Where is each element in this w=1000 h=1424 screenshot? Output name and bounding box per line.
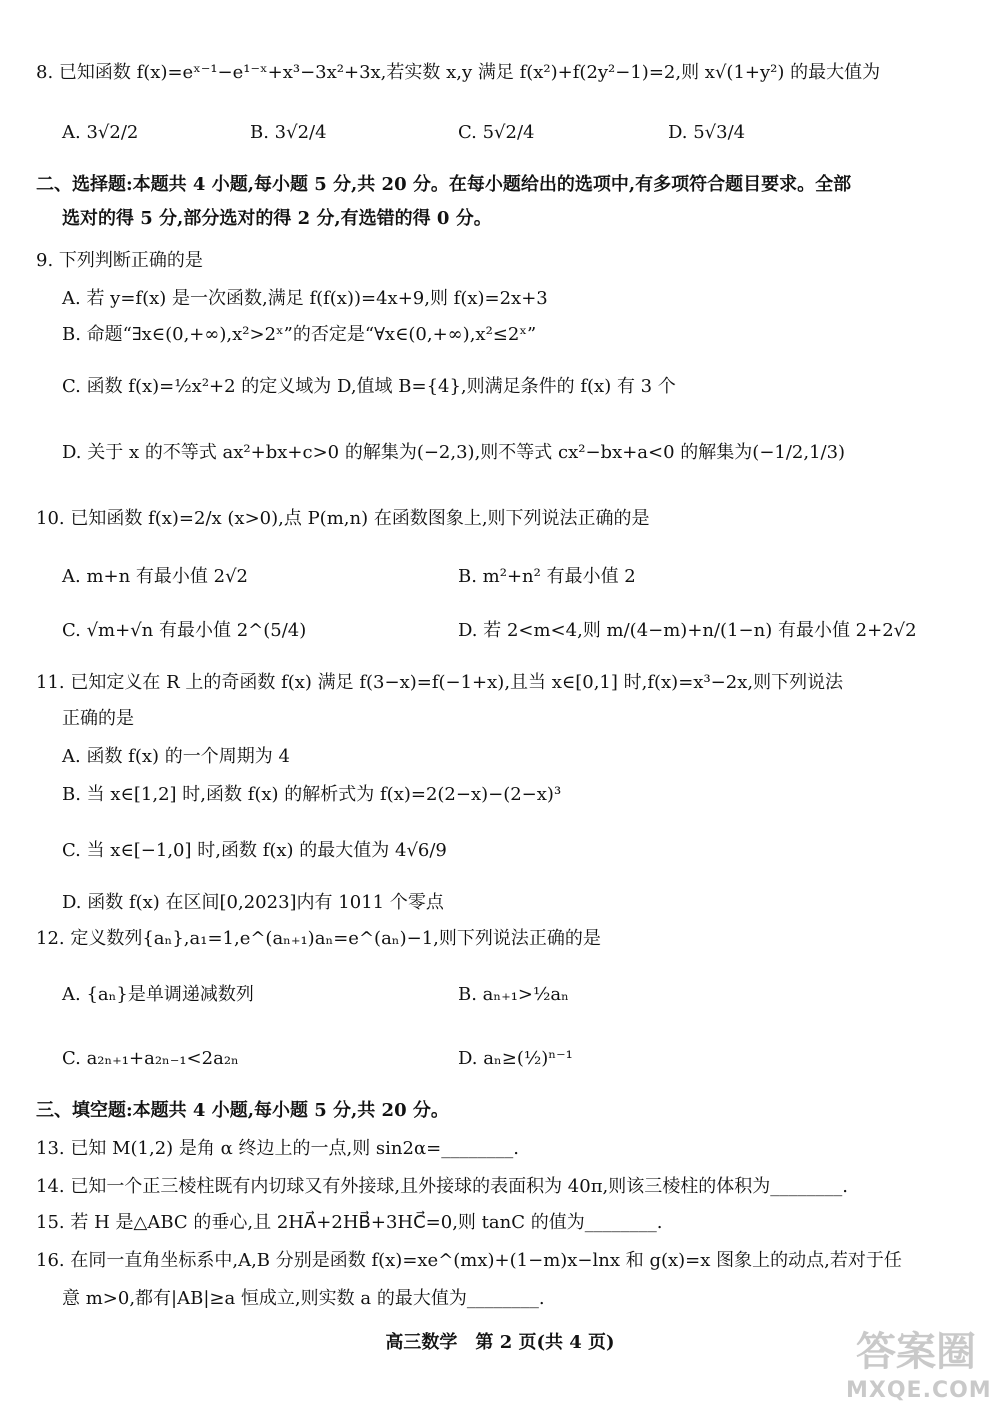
question-9-option-a: A. 若 y=f(x) 是一次函数,满足 f(f(x))=4x+9,则 f(x)=2x+3 (62, 288, 548, 309)
section-2-heading-line2: 选对的得 5 分,部分选对的得 2 分,有选错的得 0 分。 (62, 208, 492, 229)
question-8-option-b: B. 3√2/4 (250, 122, 327, 143)
question-11-option-a: A. 函数 f(x) 的一个周期为 4 (62, 746, 290, 767)
page-footer: 高三数学 第 2 页(共 4 页) (385, 1332, 615, 1353)
question-12-stem: 12. 定义数列{aₙ},a₁=1,e^(aₙ₊₁)aₙ=e^(aₙ)−1,则下列说法正确的是 (36, 928, 601, 949)
question-10-option-d: D. 若 2<m<4,则 m/(4−m)+n/(1−n) 有最小值 2+2√2 (458, 620, 917, 641)
question-12-option-a: A. {aₙ}是单调递减数列 (62, 984, 254, 1005)
question-11-stem-line2: 正确的是 (62, 708, 134, 729)
question-8-option-a: A. 3√2/2 (62, 122, 139, 143)
question-13: 13. 已知 M(1,2) 是角 α 终边上的一点,则 sin2α=________. (36, 1138, 519, 1159)
question-12-option-d: D. aₙ≥(½)ⁿ⁻¹ (458, 1048, 573, 1069)
question-10-option-b: B. m²+n² 有最小值 2 (458, 566, 636, 587)
question-11-option-c: C. 当 x∈[−1,0] 时,函数 f(x) 的最大值为 4√6/9 (62, 840, 447, 861)
question-8-option-d: D. 5√3/4 (668, 122, 746, 143)
question-11-option-d: D. 函数 f(x) 在区间[0,2023]内有 1011 个零点 (62, 892, 444, 913)
watermark-site-text: MXQE.COM (846, 1378, 992, 1403)
watermark-logo-text: 答案圈 (856, 1329, 976, 1375)
question-12-option-c: C. a₂ₙ₊₁+a₂ₙ₋₁<2a₂ₙ (62, 1048, 239, 1069)
question-8-stem: 8. 已知函数 f(x)=eˣ⁻¹−e¹⁻ˣ+x³−3x²+3x,若实数 x,y 满足 f(x²)+f(2y²−1)=2,则 x√(1+y²) 的最大值为 (36, 62, 881, 83)
question-10-option-c: C. √m+√n 有最小值 2^(5/4) (62, 620, 307, 641)
question-14: 14. 已知一个正三棱柱既有内切球又有外接球,且外接球的表面积为 40π,则该三棱柱的体积为________. (36, 1176, 848, 1197)
watermark-logo (846, 1326, 992, 1414)
question-11-stem-line1: 11. 已知定义在 R 上的奇函数 f(x) 满足 f(3−x)=f(−1+x),且当 x∈[0,1] 时,f(x)=x³−2x,则下列说法 (36, 672, 844, 693)
question-8-option-c: C. 5√2/4 (458, 122, 535, 143)
question-12-option-b: B. aₙ₊₁>½aₙ (458, 984, 569, 1005)
question-9-option-d: D. 关于 x 的不等式 ax²+bx+c>0 的解集为(−2,3),则不等式 cx²−bx+a<0 的解集为(−1/2,1/3) (62, 442, 846, 463)
question-11-option-b: B. 当 x∈[1,2] 时,函数 f(x) 的解析式为 f(x)=2(2−x)−(2−x)³ (62, 784, 562, 805)
question-16-line1: 16. 在同一直角坐标系中,A,B 分别是函数 f(x)=xe^(mx)+(1−m)x−lnx 和 g(x)=x 图象上的动点,若对于任 (36, 1250, 902, 1271)
section-3-heading: 三、填空题:本题共 4 小题,每小题 5 分,共 20 分。 (36, 1100, 449, 1121)
section-2-heading-line1: 二、选择题:本题共 4 小题,每小题 5 分,共 20 分。在每小题给出的选项中,有多项符合题目要求。全部 (36, 174, 852, 195)
question-10-option-a: A. m+n 有最小值 2√2 (62, 566, 249, 587)
question-9-option-b: B. 命题“∃x∈(0,+∞),x²>2ˣ”的否定是“∀x∈(0,+∞),x²≤2ˣ” (62, 324, 537, 345)
question-9-stem: 9. 下列判断正确的是 (36, 250, 203, 271)
question-9-option-c: C. 函数 f(x)=½x²+2 的定义域为 D,值域 B={4},则满足条件的 f(x) 有 3 个 (62, 376, 676, 397)
question-10-stem: 10. 已知函数 f(x)=2/x (x>0),点 P(m,n) 在函数图象上,则下列说法正确的是 (36, 508, 650, 529)
question-15: 15. 若 H 是△ABC 的垂心,且 2HA⃗+2HB⃗+3HC⃗=0,则 tanC 的值为________. (36, 1212, 663, 1233)
question-16-line2: 意 m>0,都有|AB|≥a 恒成立,则实数 a 的最大值为________. (62, 1288, 545, 1309)
